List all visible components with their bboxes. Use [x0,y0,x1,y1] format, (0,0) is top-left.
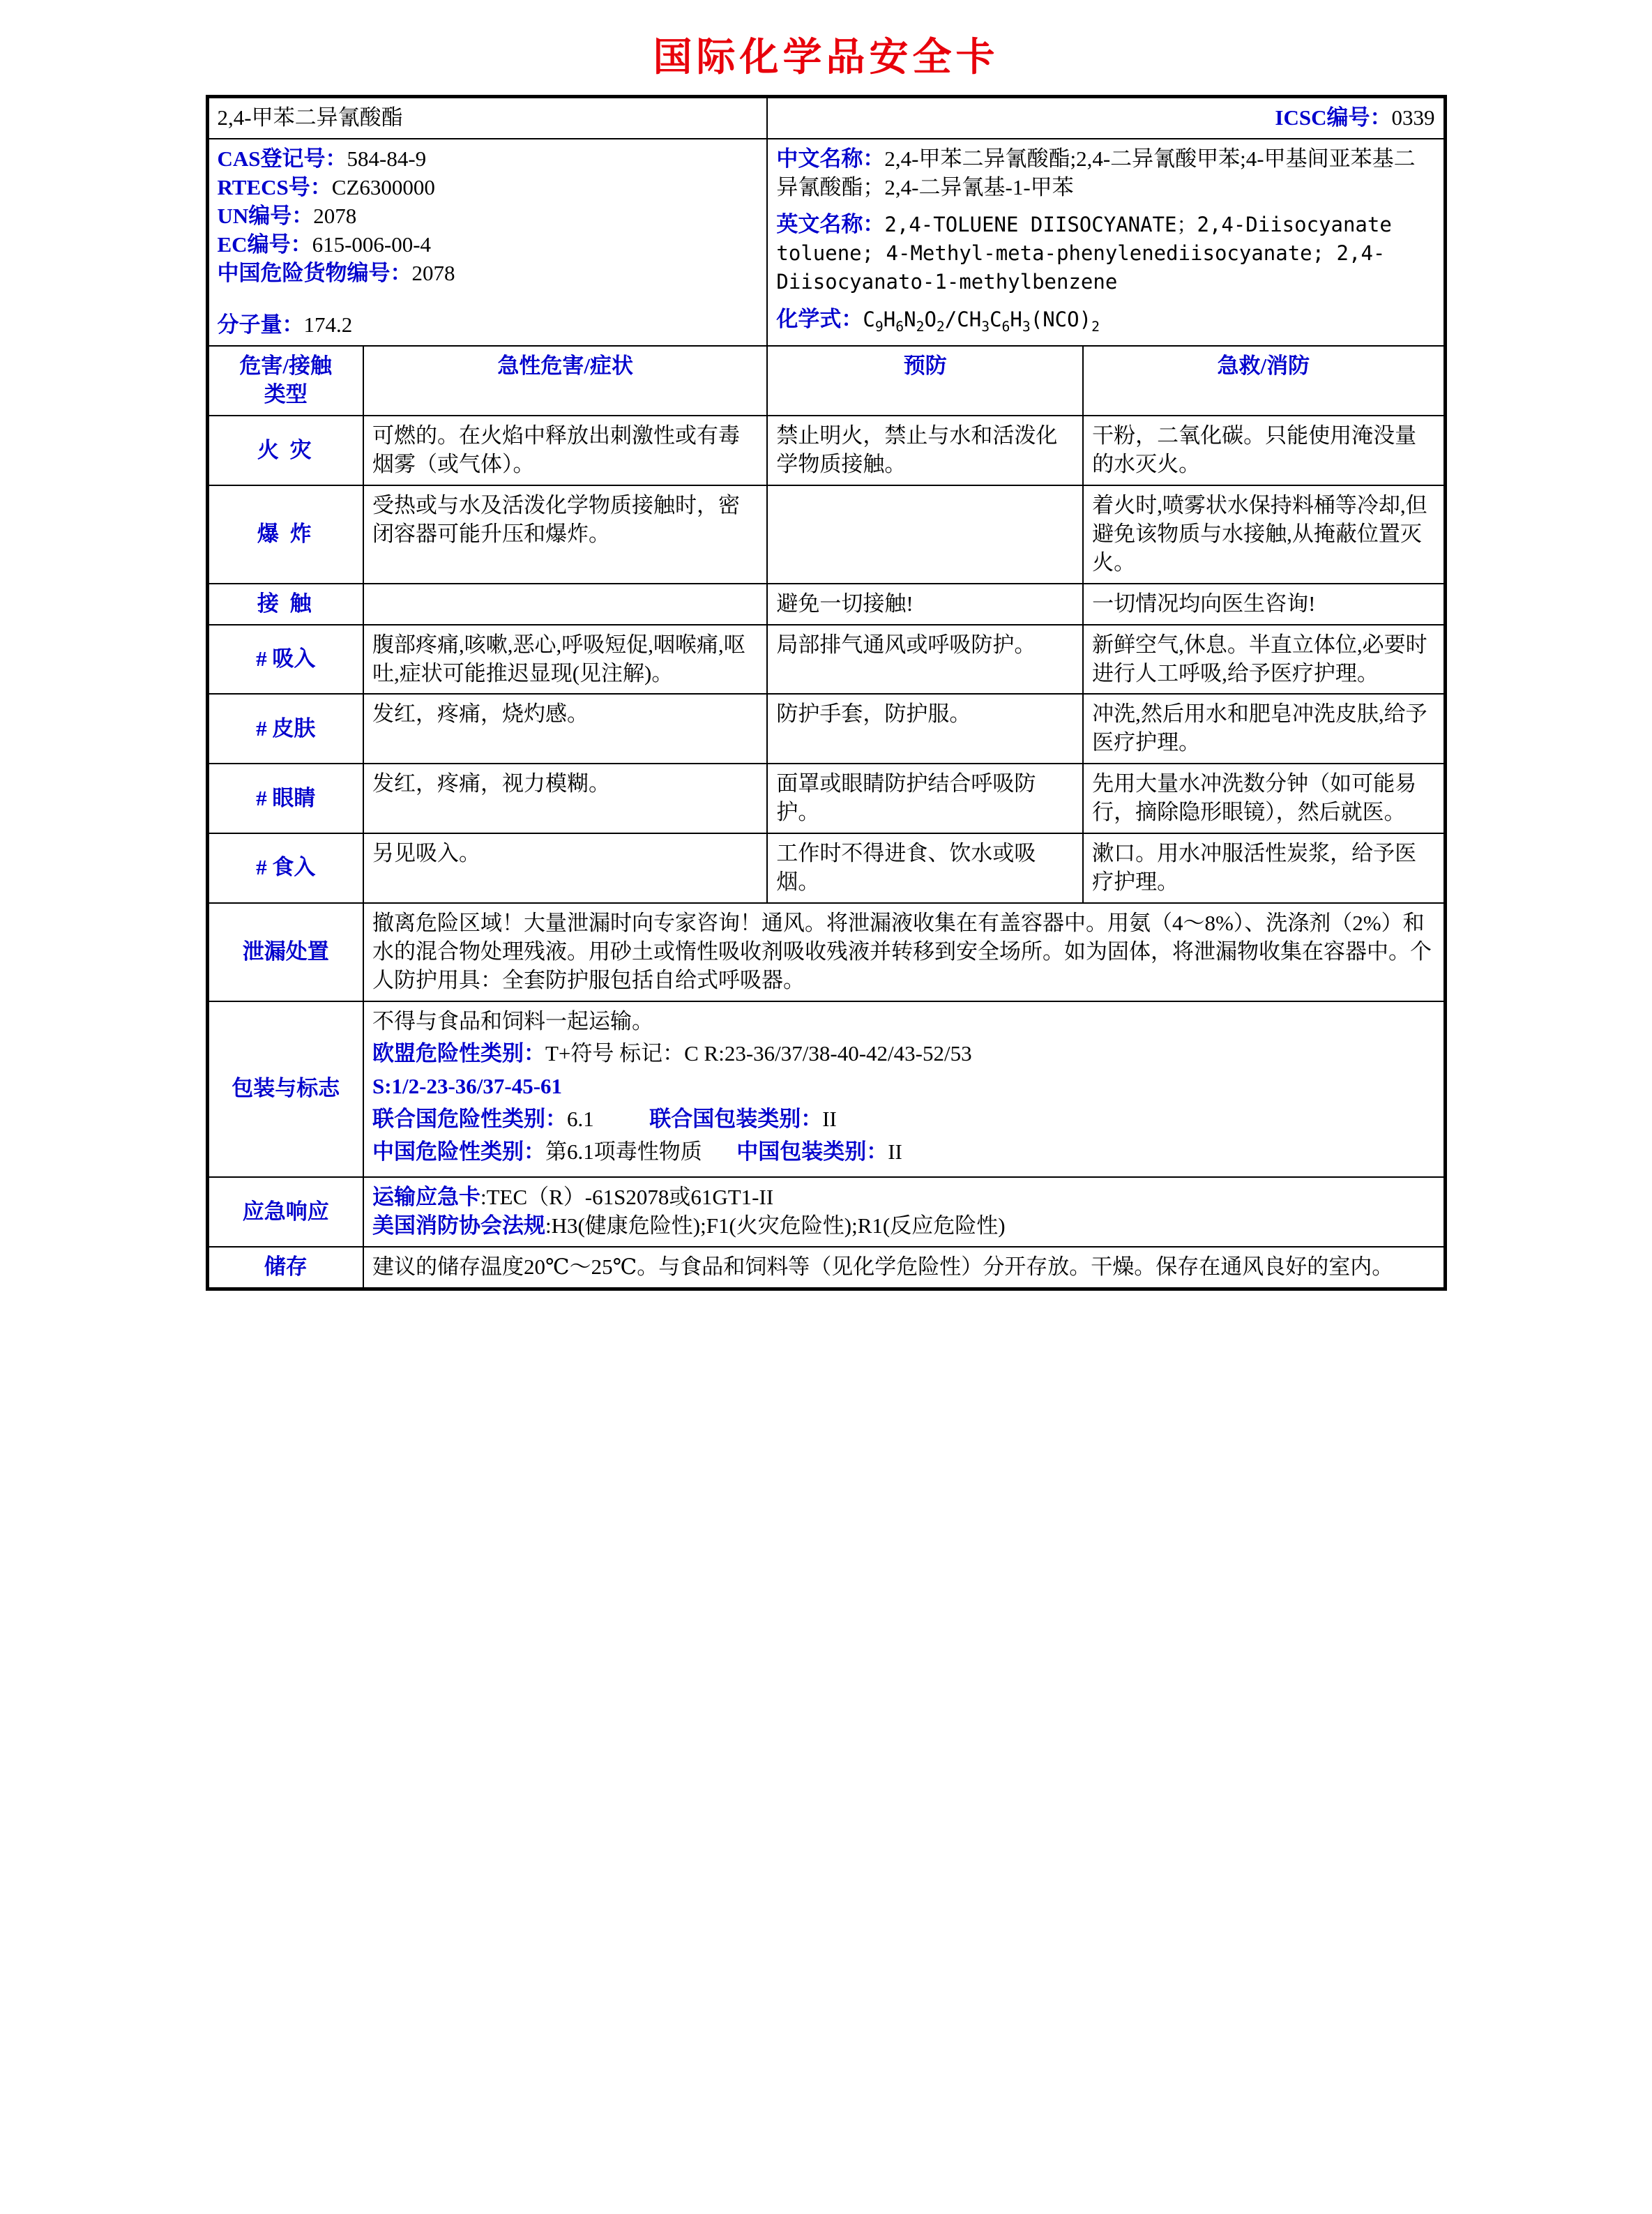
category-inhalation: # 吸入 [209,625,363,695]
header-row [209,98,1444,139]
packaging-row [209,1001,1444,1178]
column-header-type-line2: 类型 [264,382,308,407]
exposure-acute [363,584,767,625]
column-header-row [209,346,1444,416]
icsc-value: 0339 [1391,105,1435,130]
nfpa-value: :H3(健康危险性);F1(火灾危险性);R1(反应危险性) [545,1213,1006,1238]
packaging-eu-class [372,1040,1435,1068]
table-row [209,625,1444,695]
inhalation-firstaid: 新鲜空气,休息。半直立体位,必要时进行人工呼吸,给予医疗护理。 [1083,625,1443,695]
explosion-firstaid: 着火时,喷雾状水保持料桶等冷却,但避免该物质与水接触,从掩蔽位置灭火。 [1083,485,1443,584]
skin-acute: 发红，疼痛，烧灼感。 [363,694,767,764]
category-packaging: 包装与标志 [209,1001,363,1178]
fire-prevention: 禁止明火，禁止与水和活泼化学物质接触。 [767,416,1083,485]
ingestion-acute: 另见吸入。 [363,833,767,903]
category-fire: 火 灾 [209,416,363,485]
un-pack-label: 联合国包装类别： [649,1107,823,1132]
table-row [209,694,1444,764]
english-name-value: 2,4-TOLUENE DIISOCYANATE；2,4-Diisocyanate toluene; 4-Methyl-meta-phenylenediisocyanate; 2,4-Diisocyanato-1-methylbenzene [776,212,1392,294]
transport-card-label: 运输应急卡 [372,1185,480,1210]
identifier-un [218,202,759,231]
identifier-cn-dangerous-goods [218,259,759,288]
eu-class-label: 欧盟危险性类别： [372,1041,545,1066]
names-block [767,139,1443,346]
english-name-label: 英文名称： [776,211,885,236]
ec-label: EC编号： [217,232,312,257]
rtecs-label: RTECS号： [217,174,332,199]
packaging-block [363,1001,1444,1178]
eyes-prevention: 面罩或眼睛防护结合呼吸防护。 [767,764,1083,833]
english-name [776,211,1434,296]
exposure-prevention: 避免一切接触! [767,584,1083,625]
emergency-transport-card [372,1183,1435,1212]
un-label: UN编号： [217,203,314,228]
nfpa-label: 美国消防协会法规 [372,1213,545,1238]
emergency-row [209,1177,1444,1247]
spillage-text: 撤离危险区域！大量泄漏时向专家咨询！通风。将泄漏液收集在有盖容器中。用氨（4～8%）、洗涤剂（2%）和水的混合物处理残液。用砂土或惰性吸收剂吸收残液并转移到安全场所。如为固体，将泄漏物收集在容器中。个人防护用具：全套防护服包括自给式呼吸器。 [363,903,1444,1001]
mw-value: 174.2 [303,312,353,338]
storage-row [209,1247,1444,1288]
table-row [209,833,1444,903]
cn-pack-value: II [888,1139,902,1165]
column-header-acute: 急性危害/症状 [363,346,767,416]
chinese-name-label: 中文名称： [776,146,885,171]
un-pack-value: II [822,1107,837,1132]
exposure-firstaid: 一切情况均向医生咨询! [1083,584,1443,625]
inhalation-acute: 腹部疼痛,咳嗽,恶心,呼吸短促,咽喉痛,呕吐,症状可能推迟显现(见注解)。 [363,625,767,695]
cn-goods-value: 2078 [411,260,455,285]
category-eyes: # 眼睛 [209,764,363,833]
packaging-transport-note: 不得与食品和饲料一起运输。 [372,1008,653,1033]
cn-class-value: 第6.1项毒性物质 [545,1139,702,1165]
icsc-label: ICSC编号： [1275,105,1392,130]
cn-pack-label: 中国包装类别： [736,1139,888,1165]
identifier-block [209,139,768,346]
cas-label: CAS登记号： [217,146,347,171]
table-row [209,584,1444,625]
chemical-formula [776,305,1434,336]
fire-acute: 可燃的。在火焰中释放出刺激性或有毒烟雾（或气体）。 [363,416,767,485]
column-header-type [209,346,363,416]
category-emergency: 应急响应 [209,1177,363,1247]
ingestion-prevention: 工作时不得进食、饮水或吸烟。 [767,833,1083,903]
chinese-name [776,145,1434,202]
transport-card-value: :TEC（R）-61S2078或61GT1-II [480,1185,774,1210]
icsc-card [206,95,1447,1291]
cn-class-label: 中国危险性类别： [372,1139,545,1165]
category-storage: 储存 [209,1247,363,1288]
table-row [209,764,1444,833]
eu-class-value: T+符号 标记：C R:23-36/37/38-40-42/43-52/53 [545,1041,972,1066]
fire-firstaid: 干粉，二氧化碳。只能使用淹没量的水灭火。 [1083,416,1443,485]
column-header-type-line1: 危害/接触 [239,354,333,379]
un-class-label: 联合国危险性类别： [372,1107,567,1132]
formula-label: 化学式： [776,307,863,332]
identifier-row [209,139,1444,346]
mw-label: 分子量： [217,312,304,338]
un-class-value: 6.1 [566,1107,594,1132]
formula-value: $C_9H_6N_2O_2/CH_3C_6H_3(NCO)_2$ [863,308,1100,335]
table-row [209,485,1444,584]
emergency-block [363,1177,1444,1247]
page-title: 国际化学品安全卡 [653,35,999,80]
category-explosion: 爆 炸 [209,485,363,584]
category-exposure: 接 触 [209,584,363,625]
identifier-cas [218,145,759,174]
table-row [209,416,1444,485]
molecular-weight [218,311,759,340]
packaging-un-classes [372,1105,1435,1134]
skin-firstaid: 冲洗,然后用水和肥皂冲洗皮肤,给予医疗护理。 [1083,694,1443,764]
explosion-prevention [767,485,1083,584]
explosion-acute: 受热或与水及活泼化学物质接触时，密闭容器可能升压和爆炸。 [363,485,767,584]
identifier-ec [218,231,759,259]
inhalation-prevention: 局部排气通风或呼吸防护。 [767,625,1083,695]
eyes-acute: 发红，疼痛，视力模糊。 [363,764,767,833]
substance-name: 2,4-甲苯二异氰酸酯 [209,98,768,139]
category-skin: # 皮肤 [209,694,363,764]
identifier-rtecs [218,174,759,202]
storage-text: 建议的储存温度20℃～25℃。与食品和饲料等（见化学危险性）分开存放。干燥。保存在通风良好的室内。 [363,1247,1444,1288]
ingestion-firstaid: 漱口。用水冲服活性炭浆，给予医疗护理。 [1083,833,1443,903]
chinese-name-value: 2,4-甲苯二异氰酸酯;2,4-二异氰酸甲苯;4-甲基间亚苯基二异氰酸酯；2,4-二异氰基-1-甲苯 [776,146,1416,199]
column-header-firstaid: 急救/消防 [1083,346,1443,416]
eyes-firstaid: 先用大量水冲洗数分钟（如可能易行，摘除隐形眼镜），然后就医。 [1083,764,1443,833]
un-value: 2078 [313,203,357,228]
icsc-table [208,97,1445,1289]
packaging-s-phrases: S:1/2-23-36/37-45-61 [372,1074,563,1099]
emergency-nfpa [372,1212,1435,1241]
cn-goods-label: 中国危险货物编号： [217,260,412,285]
ec-value: 615-006-00-4 [312,232,432,257]
cas-value: 584-84-9 [347,146,427,171]
category-ingestion: # 食入 [209,833,363,903]
packaging-cn-classes [372,1138,1435,1167]
icsc-number-cell [767,98,1443,139]
category-spillage: 泄漏处置 [209,903,363,1001]
rtecs-value: CZ6300000 [331,174,435,199]
spillage-row [209,903,1444,1001]
skin-prevention: 防护手套，防护服。 [767,694,1083,764]
column-header-prevention: 预防 [767,346,1083,416]
